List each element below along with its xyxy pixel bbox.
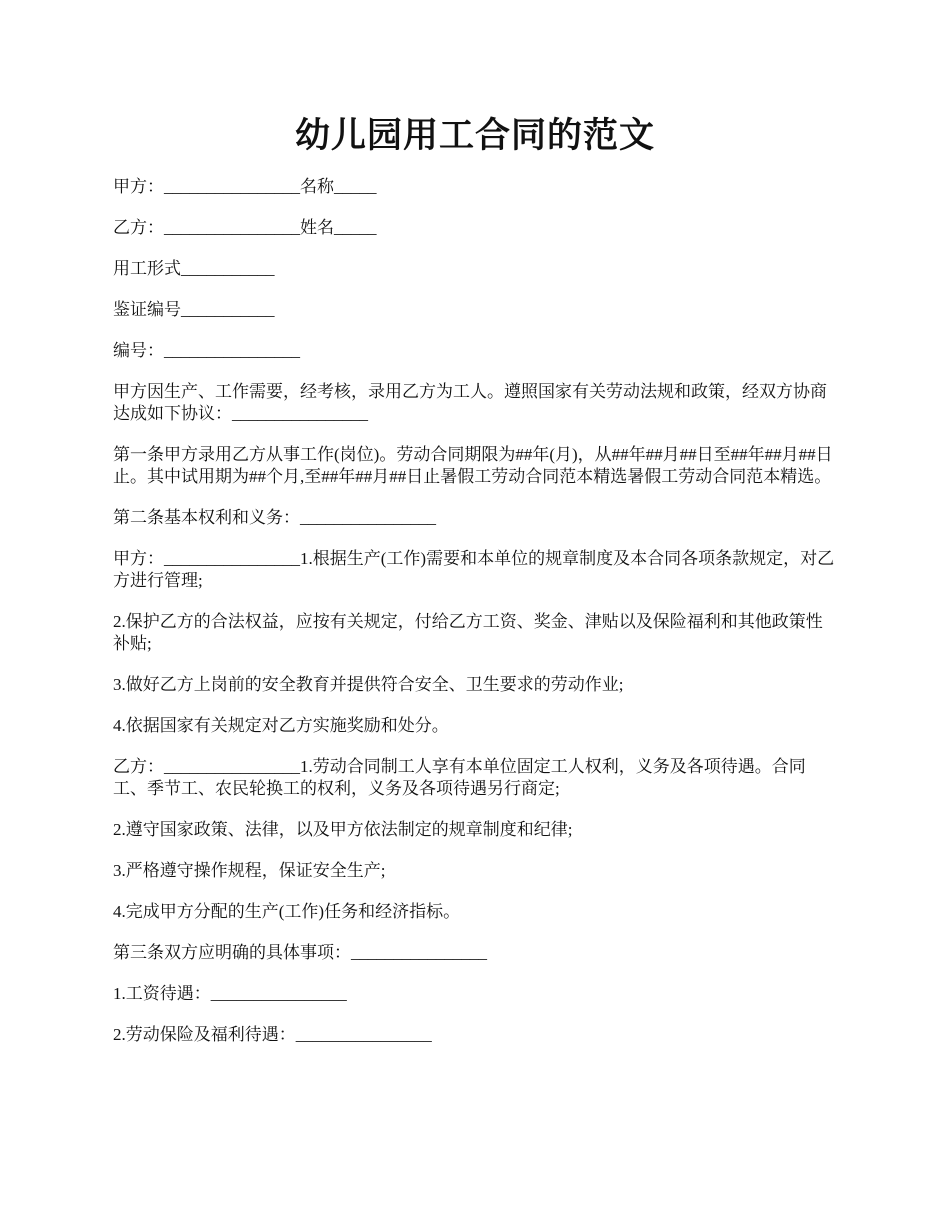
party-a-duty-2: 2.保护乙方的合法权益，应按有关规定，付给乙方工资、奖金、津贴以及保险福利和其他政策性补贴; xyxy=(113,612,823,653)
party-b-duty-3: 3.严格遵守操作规程，保证安全生产; xyxy=(113,861,386,880)
article-1-paragraph: 第一条甲方录用乙方从事工作(岗位)。劳动合同期限为##年(月)，从##年##月##日至##年##月##日止。其中试用期为##个月,至##年##月##日止暑假工劳动合同范本精选暑假工劳动合同范本精选。 xyxy=(113,445,833,486)
wage-treatment-line: 1.工资待遇：________________ xyxy=(113,984,347,1003)
party-b-duty-2: 2.遵守国家政策、法律，以及甲方依法制定的规章制度和纪律; xyxy=(113,820,573,839)
employment-form-line: 用工形式___________ xyxy=(113,259,275,278)
document-body xyxy=(113,176,839,1065)
party-b-duty-1: 乙方：________________1.劳动合同制工人享有本单位固定工人权利，义务及各项待遇。合同工、季节工、农民轮换工的权利，义务及各项待遇另行商定; xyxy=(113,757,806,798)
preamble-paragraph: 甲方因生产、工作需要，经考核，录用乙方为工人。遵照国家有关劳动法规和政策，经双方协商达成如下协议：________________ xyxy=(113,382,827,423)
party-a-duty-4: 4.依据国家有关规定对乙方实施奖励和处分。 xyxy=(113,716,449,735)
verification-number-line: 鉴证编号___________ xyxy=(113,300,275,319)
article-2-heading: 第二条基本权利和义务：________________ xyxy=(113,508,436,527)
party-a-duty-1: 甲方：________________1.根据生产(工作)需要和本单位的规章制度及本合同各项条款规定，对乙方进行管理; xyxy=(113,549,835,590)
article-3-heading: 第三条双方应明确的具体事项：________________ xyxy=(113,943,487,962)
party-a-duty-3: 3.做好乙方上岗前的安全教育并提供符合安全、卫生要求的劳动作业; xyxy=(113,675,624,694)
party-b-duty-4: 4.完成甲方分配的生产(工作)任务和经济指标。 xyxy=(113,902,461,921)
contract-number-line: 编号：________________ xyxy=(113,341,300,360)
party-a-line: 甲方：________________名称_____ xyxy=(113,177,377,196)
party-b-line: 乙方：________________姓名_____ xyxy=(113,218,377,237)
document-title: 幼儿园用工合同的范文 xyxy=(294,116,655,155)
insurance-welfare-line: 2.劳动保险及福利待遇：________________ xyxy=(113,1025,432,1044)
